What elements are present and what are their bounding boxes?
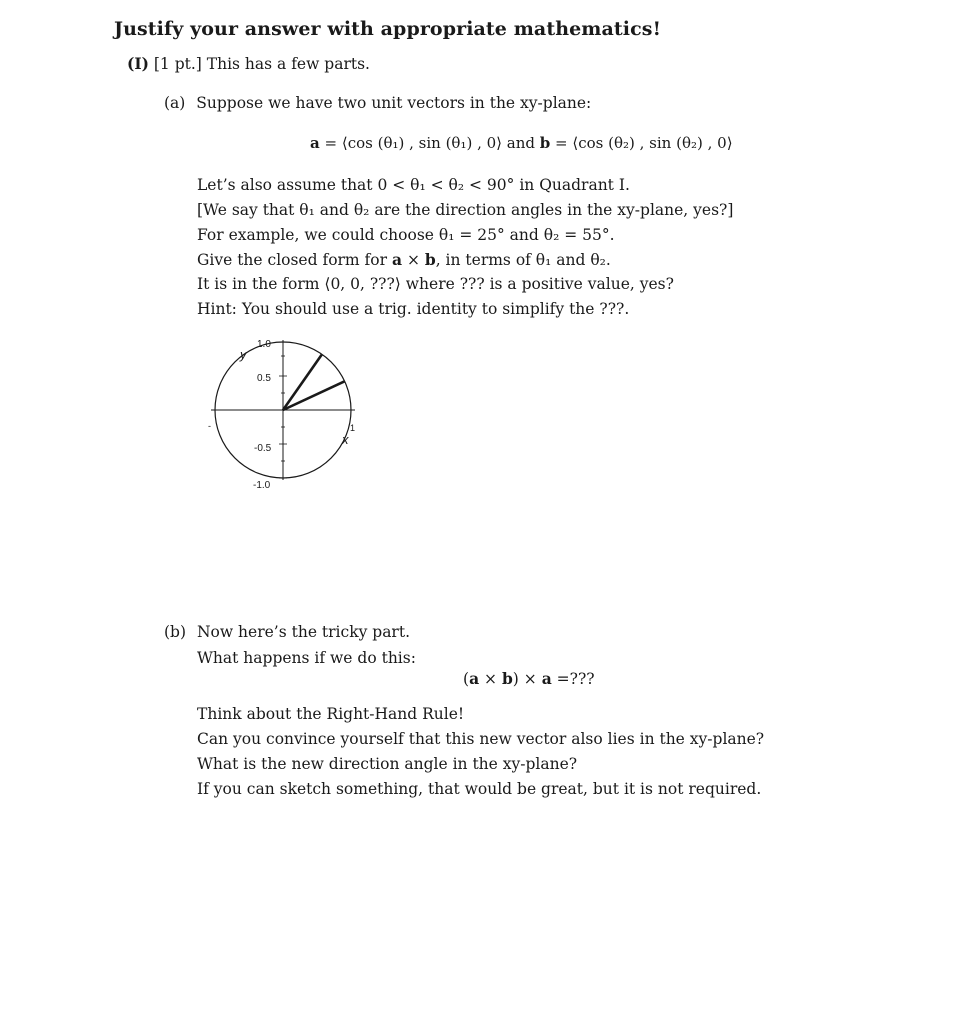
part-a-line-2: [We say that θ₁ and θ₂ are the direction angles in the xy-plane, yes?] — [197, 201, 734, 219]
line-4-pre: Give the closed form for — [197, 251, 392, 269]
part-i-text: This has a few parts. — [206, 55, 370, 73]
formula-b-times-1: × — [479, 670, 502, 688]
part-b-line-5: If you can sketch something, that would be great, but it is not required. — [197, 780, 762, 798]
line-4-post: , in terms of θ₁ and θ₂. — [435, 251, 611, 269]
part-b-line-4: What is the new direction angle in the xy-plane? — [197, 755, 578, 773]
part-b-intro: Now here’s the tricky part. — [196, 623, 410, 641]
part-a-line-3: For example, we could choose θ₁ = 25° and θ₂ = 55°. — [197, 226, 615, 244]
line-4-times: × — [402, 251, 425, 269]
part-i-points: [1 pt.] — [153, 55, 202, 73]
unit-circle-figure — [205, 334, 365, 494]
formula-b-a: a — [469, 669, 480, 688]
part-i-label: (I) — [127, 54, 149, 73]
x-tick-left: - — [208, 421, 211, 431]
y-tick-neg-0-5: -0.5 — [254, 443, 272, 454]
vector-a-value: = ⟨cos (θ₁) , sin (θ₁) , 0⟩ and — [319, 134, 540, 152]
formula-b-open: ( — [463, 670, 470, 688]
part-b-line-3: Can you convince yourself that this new vector also lies in the xy-plane? — [197, 730, 765, 748]
y-tick-1-0: 1.0 — [257, 339, 271, 350]
part-a-label: (a) — [164, 94, 186, 112]
formula-b-a2: a — [541, 669, 552, 688]
part-i-header — [127, 54, 370, 73]
y-tick-neg-1-0: -1.0 — [253, 480, 271, 491]
part-a-line-4 — [197, 250, 611, 269]
part-a-line-6: Hint: You should use a trig. identity to simplify the ???. — [197, 300, 630, 318]
part-a-intro: Suppose we have two unit vectors in the xy-plane: — [196, 94, 592, 112]
x-axis-label: x — [342, 432, 349, 447]
formula-b-mid: ) × — [512, 670, 542, 688]
line-4-b: b — [424, 250, 436, 269]
y-tick-0-5: 0.5 — [257, 373, 271, 384]
cross-product-formula — [463, 669, 595, 688]
part-a-header — [164, 94, 591, 112]
part-a-line-5: It is in the form ⟨0, 0, ???⟩ where ??? is a positive value, yes? — [197, 275, 674, 293]
y-axis-label: y — [240, 347, 247, 362]
formula-b-post: =??? — [551, 670, 595, 688]
vector-a-symbol: a — [310, 134, 320, 152]
vector-definitions-formula — [310, 134, 733, 152]
x-tick-right: 1 — [350, 423, 356, 433]
page-heading: Justify your answer with appropriate mathematics! — [114, 18, 662, 40]
part-b-line-1: What happens if we do this: — [197, 649, 416, 667]
formula-b-b: b — [501, 669, 513, 688]
part-b-line-2: Think about the Right-Hand Rule! — [197, 705, 465, 723]
part-a-line-1: Let’s also assume that 0 < θ₁ < θ₂ < 90° in Quadrant I. — [197, 176, 630, 194]
part-b-label: (b) — [164, 623, 187, 641]
line-4-a: a — [391, 250, 403, 269]
part-b-header — [164, 623, 410, 641]
vector-b-value: = ⟨cos (θ₂) , sin (θ₂) , 0⟩ — [550, 134, 733, 152]
vector-b-symbol: b — [539, 134, 551, 152]
